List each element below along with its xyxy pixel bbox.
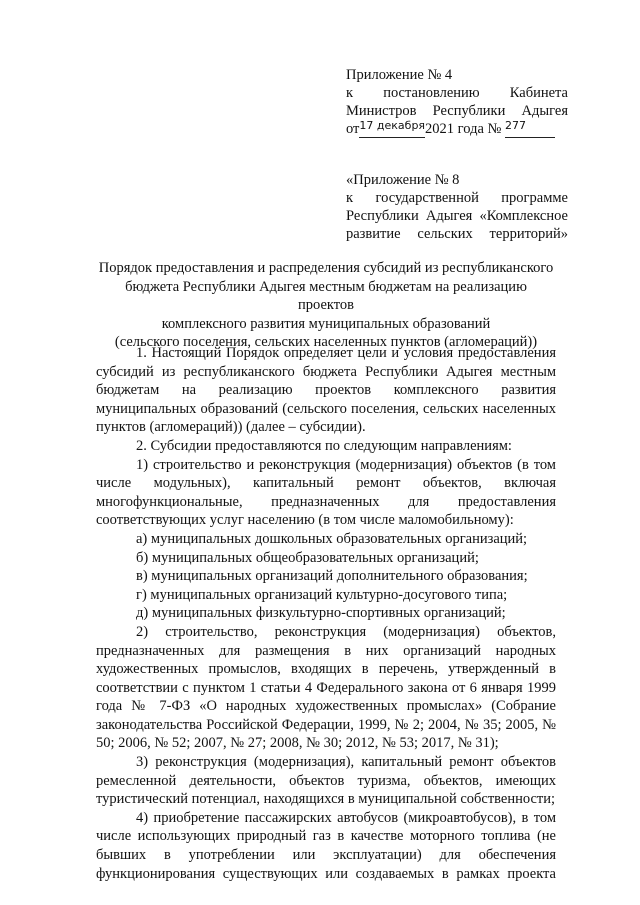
appendix-8-title: «Приложение № 8 xyxy=(346,172,460,188)
appendix-8-word: территорий» xyxy=(489,226,568,242)
document-title-line: Порядок предоставления и распределения субсидий из республиканского xyxy=(98,260,554,276)
handwritten-number: 277 xyxy=(505,122,555,138)
date-year: 2021 года № xyxy=(425,121,502,137)
appendix-8-header xyxy=(346,171,568,243)
sub-item-g: г) муниципальных организаций культурно-досугового типа; xyxy=(136,586,508,603)
appendix-4-word: Министров xyxy=(346,103,417,119)
appendix-8-word: Адыгея xyxy=(425,208,473,224)
appendix-4-title: Приложение № 4 xyxy=(346,67,453,83)
appendix-8-word: сельских xyxy=(417,226,473,242)
paragraph-2: 2. Субсидии предоставляются по следующим направлениям: xyxy=(136,437,512,454)
appendix-8-word: программе xyxy=(501,190,568,206)
appendix-4-word: постановлению xyxy=(383,85,480,101)
appendix-4-word: Кабинета xyxy=(509,85,568,101)
paragraph-1: 1. Настоящий Порядок определяет цели и условия предоставления субсидий из республиканского бюджета Республики Адыгея местным бюджетам на реализацию проектов комплексного развития муниципальных образований (сельского поселения, сельских населенных пунктов (агломераций)) (далее – субсидии). xyxy=(96,345,556,436)
appendix-8-word: Республики xyxy=(346,208,419,224)
appendix-8-word: государственной xyxy=(375,190,479,206)
handwritten-date: 17 декабря xyxy=(359,122,425,138)
appendix-4-line-2 xyxy=(346,102,568,120)
sub-item-a: а) муниципальных дошкольных образовательных организаций; xyxy=(136,530,528,547)
list-item-4: 4) приобретение пассажирских автобусов (микроавтобусов), в том числе использующих природный газ в качестве моторного топлива (не бывших в употреблении или эксплуатации) для обеспечения функционирования существующих или создаваемых в рамках проекта xyxy=(96,809,556,882)
appendix-8-line-1 xyxy=(346,189,568,207)
document-body xyxy=(96,344,556,883)
appendix-4-line-1 xyxy=(346,84,568,102)
appendix-4-word: Республики xyxy=(432,103,506,119)
sub-item-d: д) муниципальных физкультурно-спортивных организаций; xyxy=(136,605,506,622)
document-title xyxy=(96,259,556,352)
appendix-4-date-line xyxy=(346,120,568,138)
appendix-8-word: к xyxy=(346,190,354,206)
list-item-2: 2) строительство, реконструкция (модернизация) объектов, предназначенных для размещения в них организаций народных художественных промыслов, входящих в перечень, утвержденный в соответствии с пунктом 1 статьи 4 Федерального закона от 6 января 1999 года № 7-ФЗ «О народных художественных промыслах» (Собрание законодательства Российской Федерации, 1999, № 2; 2004, № 35; 2005, № 50; 2006, № 52; 2007, № 27; 2008, № 30; 2012, № 53; 2017, № 31); xyxy=(96,623,556,752)
appendix-4-header xyxy=(346,66,568,138)
appendix-4-word: Адыгея xyxy=(521,103,568,119)
date-prefix: от xyxy=(346,121,360,137)
document-title-line: комплексного развития муниципальных образований xyxy=(161,315,491,332)
appendix-8-line-3 xyxy=(346,225,568,243)
sub-item-b: б) муниципальных общеобразовательных организаций; xyxy=(136,549,479,566)
sub-item-v: в) муниципальных организаций дополнительного образования; xyxy=(136,568,528,585)
document-title-line: бюджета Республики Адыгея местным бюджетам на реализацию проектов xyxy=(125,278,527,313)
appendix-8-word: «Комплексное xyxy=(479,208,568,224)
document-title-line: (сельского поселения, сельских населенных пунктов (агломераций)) xyxy=(114,334,538,350)
list-item-3: 3) реконструкция (модернизация), капитальный ремонт объектов ремесленной деятельности, объектов туризма, объектов, имеющих туристический потенциал, находящихся в муниципальной собственности; xyxy=(96,754,556,808)
appendix-4-word: к xyxy=(346,85,354,101)
appendix-8-word: развитие xyxy=(346,226,401,242)
appendix-8-line-2 xyxy=(346,207,568,225)
list-item-1: 1) строительство и реконструкция (модернизация) объектов (в том числе модульных), капитальный ремонт объектов, включая многофункциональные, предназначенных для предоставления соответствующих услуг населению (в том числе маломобильному): xyxy=(96,456,556,529)
